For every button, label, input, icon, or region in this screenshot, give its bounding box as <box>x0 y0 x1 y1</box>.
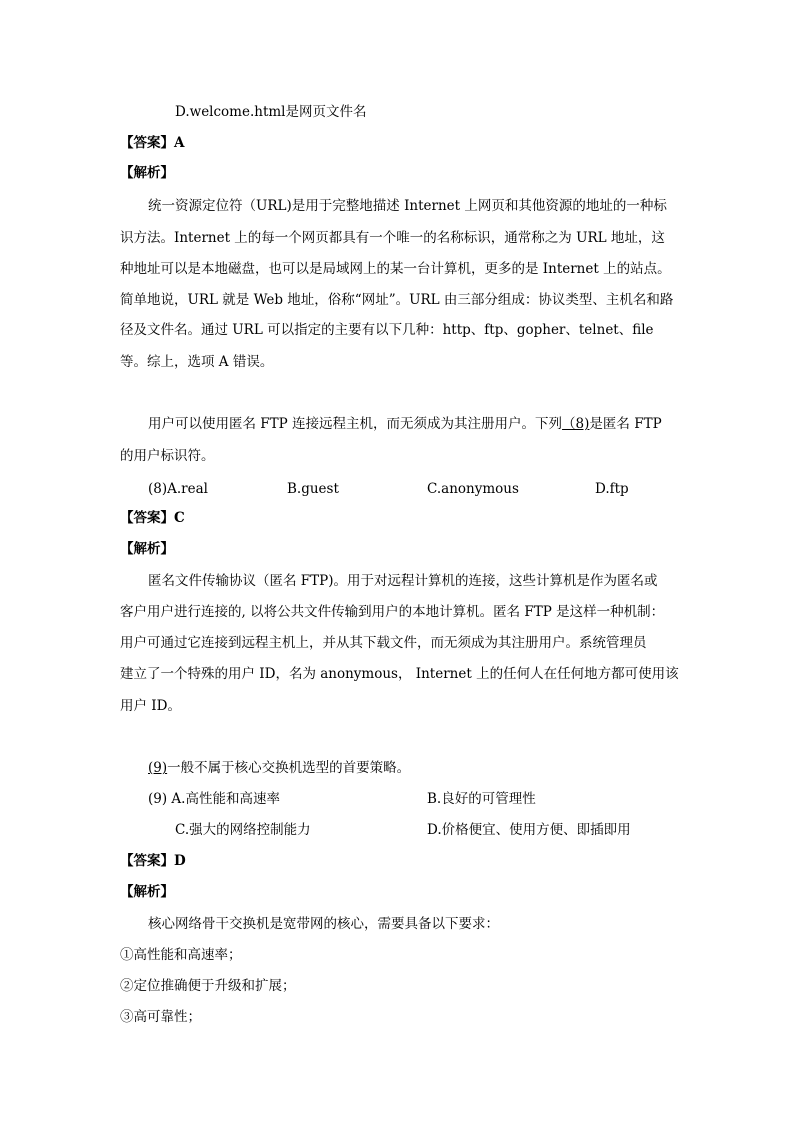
q7-analysis-line: 径及文件名。通过 URL 可以指定的主要有以下几种：http、ftp、gopher、telnet、file <box>120 322 654 338</box>
q9-option-b: B.良好的可管理性 <box>427 791 536 807</box>
q9-option-d: D.价格便宜、使用方便、即插即用 <box>427 822 631 838</box>
q8-answer: 【答案】C <box>120 510 185 526</box>
q7-analysis-heading: 【解析】 <box>120 165 174 181</box>
q9-answer: 【答案】D <box>120 853 186 869</box>
q8-analysis-line: 客户用户进行连接的, 以将公共文件传输到用户的本地计算机。匿名 FTP 是这样一种机制： <box>120 604 665 620</box>
q9-analysis-line: ②定位推确便于升级和扩展； <box>120 978 296 994</box>
q9-blank: (9) <box>148 760 168 776</box>
q9-analysis-line: ①高性能和高速率； <box>120 947 242 963</box>
q9-analysis-line: 核心网络骨干交换机是宽带网的核心，需要具备以下要求： <box>148 916 499 932</box>
q9-analysis-line: ③高可靠性； <box>120 1009 201 1025</box>
q7-answer: 【答案】A <box>120 135 185 151</box>
q8-analysis-line: 匿名文件传输协议（匿名 FTP)。用于对远程计算机的连接，这些计算机是作为匿名或 <box>148 573 658 589</box>
q8-option-d: D.ftp <box>595 481 629 497</box>
q8-analysis-line: 建立了一个特殊的用户 ID，名为 anonymous， Internet 上的任何人在任何地方都可使用该 <box>120 666 679 682</box>
q8-stem <box>148 414 662 434</box>
q9-option-a: (9) A.高性能和高速率 <box>148 791 280 807</box>
q9-stem <box>148 758 410 778</box>
prev-option-d: D.welcome.html是网页文件名 <box>175 104 367 120</box>
q8-option-a: (8)A.real <box>148 481 208 497</box>
q8-stem-line2: 的用户标识符。 <box>120 448 215 464</box>
q7-analysis-line: 种地址可以是本地磁盘，也可以是局域网上的某一台计算机，更多的是 Internet 上的站点。 <box>120 261 671 277</box>
q7-analysis-line: 等。综上，选项 A 错误。 <box>120 354 274 370</box>
q8-analysis-heading: 【解析】 <box>120 541 174 557</box>
q7-analysis-line: 统一资源定位符（URL)是用于完整地描述 Internet 上网页和其他资源的地址的一种标 <box>148 198 667 214</box>
q7-analysis-line: 简单地说，URL 就是 Web 地址，俗称“网址”。URL 由三部分组成：协议类型、主机名和路 <box>120 292 674 308</box>
q8-analysis-line: 用户 ID。 <box>120 698 181 714</box>
q9-option-c: C.强大的网络控制能力 <box>175 822 311 838</box>
q8-option-b: B.guest <box>287 481 339 497</box>
q8-stem-post: 是匿名 FTP <box>589 416 662 432</box>
q7-analysis-line: 识方法。Internet 上的每一个网页都具有一个唯一的名称标识，通常称之为 URL 地址，这 <box>120 230 665 246</box>
q8-analysis-line: 用户可通过它连接到远程主机上，并从其下载文件，而无须成为其注册用户。系统管理员 <box>120 635 647 651</box>
q8-stem-pre: 用户可以使用匿名 FTP 连接远程主机，而无须成为其注册用户。下列 <box>148 416 563 432</box>
q9-stem-post: 一般不属于核心交换机选型的首要策略。 <box>167 760 411 776</box>
q8-option-c: C.anonymous <box>427 481 519 497</box>
q9-analysis-heading: 【解析】 <box>120 884 174 900</box>
q8-blank: （8) <box>562 416 590 432</box>
